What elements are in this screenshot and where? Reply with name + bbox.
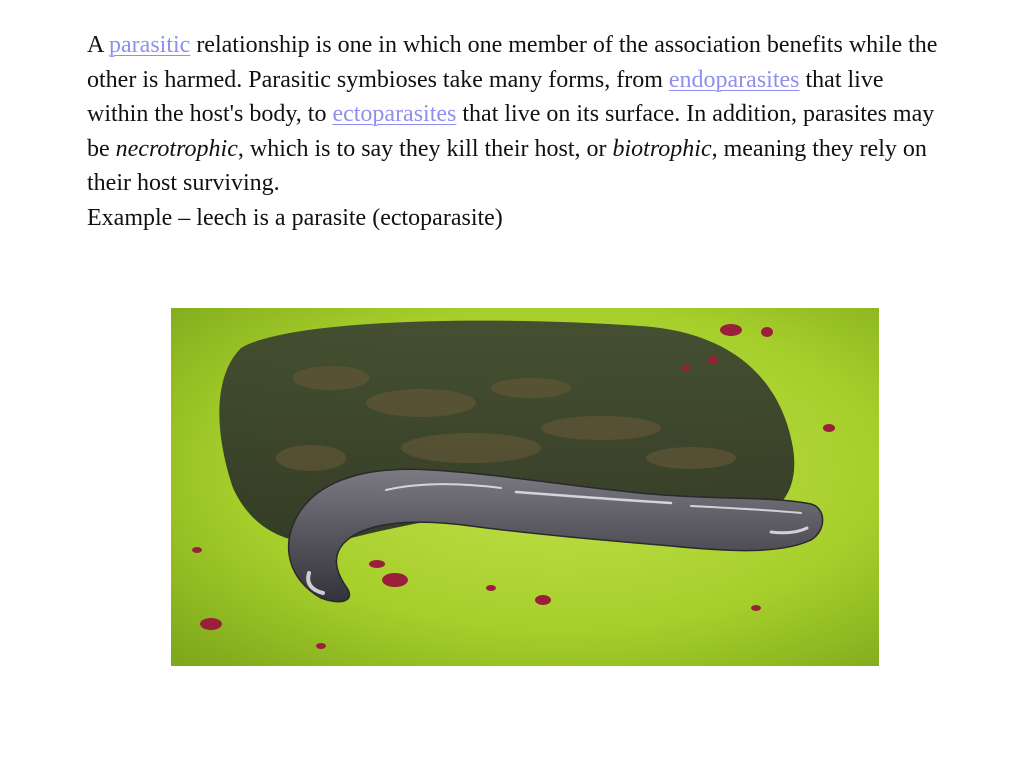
text-segment: that live within the host's body, to: [87, 66, 884, 127]
text-segment: that live on its surface. In addition, parasites may be: [87, 101, 935, 162]
body-text: [87, 28, 947, 235]
link-endoparasites[interactable]: endoparasites: [668, 66, 800, 93]
text-segment: , which is to say they kill their host, or: [237, 135, 613, 162]
text-segment: , meaning they rely on their host surviving.: [87, 135, 927, 196]
example-line: Example – leech is a parasite (ectoparasite): [87, 204, 503, 231]
text-segment: relationship is one in which one member of the association benefits while the other is harmed. Parasitic symbioses take many forms, from: [87, 32, 938, 93]
leech-photo: [171, 308, 879, 666]
text-segment: A: [87, 32, 110, 58]
definition-paragraph: [87, 28, 947, 201]
link-parasitic[interactable]: parasitic: [109, 32, 191, 58]
link-ectoparasites[interactable]: ectoparasites: [332, 101, 457, 127]
term-biotrophic: biotrophic: [612, 135, 712, 162]
term-necrotrophic: necrotrophic: [115, 135, 238, 162]
